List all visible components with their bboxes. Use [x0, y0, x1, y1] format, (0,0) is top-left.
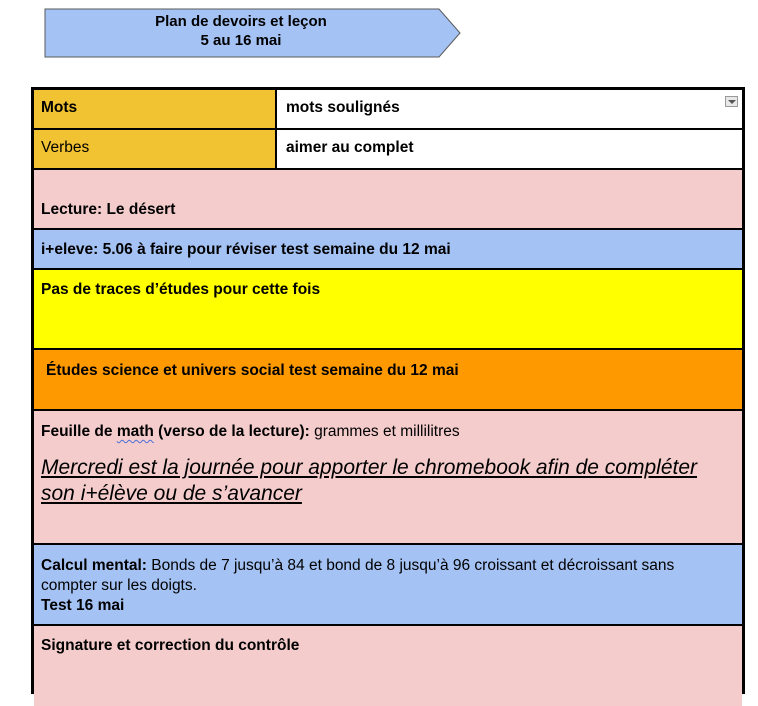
calcul-cell — [34, 545, 742, 624]
math-cell — [34, 411, 742, 543]
homework-table — [31, 87, 745, 694]
calcul-label: Calcul mental: — [41, 557, 147, 574]
row-calcul — [34, 545, 742, 626]
traces-text: Pas de traces d’études pour cette fois — [41, 281, 321, 298]
calcul-test: Test 16 mai — [41, 597, 125, 614]
signature-text: Signature et correction du contrôle — [41, 637, 300, 654]
math-word: math — [116, 423, 154, 440]
calcul-text: Bonds de 7 jusqu’à 84 et bond de 8 jusqu’à 96 croissant et décroissant sans compter sur les doigts. — [41, 557, 675, 594]
banner-title — [44, 12, 438, 50]
banner-line-2: 5 au 16 mai — [200, 32, 282, 49]
row-signature — [34, 626, 742, 706]
math-suffix: (verso de la lecture): — [153, 423, 310, 440]
ieleve-text: i+eleve: 5.06 à faire pour réviser test semaine du 12 mai — [41, 241, 451, 258]
mots-label: Mots — [34, 90, 277, 128]
mots-value-cell[interactable] — [279, 90, 742, 128]
row-mots — [34, 90, 742, 130]
banner-line-1: Plan de devoirs et leçon — [155, 13, 327, 30]
math-rest: grammes et millilitres — [309, 423, 460, 440]
dropdown-arrow-icon[interactable] — [725, 96, 738, 107]
math-prefix: Feuille de — [41, 423, 117, 440]
title-banner — [44, 8, 460, 57]
lecture-text: Lecture: Le désert — [41, 201, 176, 218]
row-traces — [34, 270, 742, 350]
row-etudes — [34, 350, 742, 411]
mots-value: mots soulignés — [286, 99, 400, 116]
row-ieleve — [34, 230, 742, 270]
math-line — [41, 423, 730, 441]
row-math — [34, 411, 742, 545]
verbes-label: Verbes — [34, 130, 277, 168]
verbes-value: aimer au complet — [279, 130, 742, 168]
chromebook-note: Mercredi est la journée pour apporter le chromebook afin de compléter son i+élève ou de s’avancer — [41, 456, 698, 505]
row-verbes — [34, 130, 742, 170]
etudes-text: Études science et univers social test semaine du 12 mai — [46, 362, 459, 379]
row-lecture — [34, 170, 742, 230]
